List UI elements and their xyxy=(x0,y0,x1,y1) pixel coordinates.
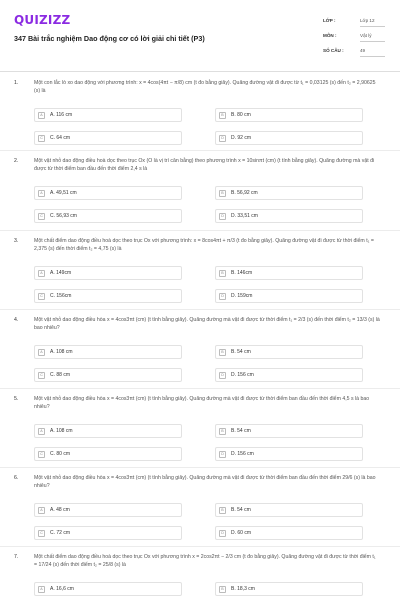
option-letter-box: A xyxy=(38,507,45,514)
answer-option-a[interactable] xyxy=(34,186,182,200)
option-text: D. 92 cm xyxy=(231,135,252,141)
meta-underline xyxy=(360,56,385,57)
question-stem: Một vật nhỏ dao động điều hòa x = 4cos3πt (cm) (t tính bằng giây). Quãng đường mà vật đi được từ thời điểm t₁ = 2/3 (s) đến thời điểm t₂ = 13/3 (s) là bao nhiêu? xyxy=(34,317,380,331)
option-letter-box: A xyxy=(38,112,45,119)
option-letter-box: D xyxy=(219,293,226,300)
question-stem: Một con lắc lò xo dao động với phương trình: x = 4cos(4πt − π/8) cm (t đo bằng giây). Quãng đường vật đi được từ t₁ = 0,03125 (s) đến t₂ = 2,90625 (s) là xyxy=(34,80,376,94)
question-number: 6. xyxy=(14,475,19,481)
answer-option-b[interactable] xyxy=(215,424,363,438)
option-text: D. 159cm xyxy=(231,293,253,299)
answer-option-a[interactable] xyxy=(34,345,182,359)
question-separator xyxy=(0,546,400,547)
worksheet-header xyxy=(0,0,400,70)
meta-subject xyxy=(323,33,383,38)
option-letter-box: C xyxy=(38,530,45,537)
option-letter-box: A xyxy=(38,586,45,593)
answer-option-d[interactable] xyxy=(215,131,363,145)
meta-count-label: SỐ CÂU : xyxy=(323,48,344,53)
option-letter-box: B xyxy=(219,112,226,119)
answer-option-c[interactable] xyxy=(34,289,182,303)
option-text: B. 54 cm xyxy=(231,349,251,355)
option-letter-box: D xyxy=(219,135,226,142)
answer-option-d[interactable] xyxy=(215,209,363,223)
answer-option-c[interactable] xyxy=(34,447,182,461)
answer-option-b[interactable] xyxy=(215,582,363,596)
answer-option-a[interactable] xyxy=(34,108,182,122)
answer-option-a[interactable] xyxy=(34,503,182,517)
answer-option-c[interactable] xyxy=(34,209,182,223)
option-letter-box: C xyxy=(38,213,45,220)
question-separator xyxy=(0,230,400,231)
option-letter-box: A xyxy=(38,270,45,277)
answer-option-b[interactable] xyxy=(215,266,363,280)
answer-option-b[interactable] xyxy=(215,345,363,359)
answer-option-d[interactable] xyxy=(215,368,363,382)
answer-option-d[interactable] xyxy=(215,447,363,461)
option-letter-box: C xyxy=(38,372,45,379)
question-number: 2. xyxy=(14,158,19,164)
option-text: B. 18,3 cm xyxy=(231,586,255,592)
option-text: D. 156 cm xyxy=(231,372,254,378)
question-stem: Một vật nhỏ dao động điều hòa x = 4cos3πt (cm) (t tính bằng giây). Quãng đường mà vật đi được từ thời điểm ban đầu đến thời điểm 29/6 (s) là bao nhiêu? xyxy=(34,475,376,489)
answer-option-b[interactable] xyxy=(215,108,363,122)
option-text: C. 156cm xyxy=(50,293,72,299)
option-text: B. 56,92 cm xyxy=(231,190,258,196)
meta-question-count xyxy=(323,48,383,53)
meta-subject-value: Vật lý xyxy=(360,33,372,38)
option-text: A. 16,6 cm xyxy=(50,586,74,592)
option-text: C. 64 cm xyxy=(50,135,71,141)
meta-underline xyxy=(360,41,385,42)
option-text: C. 80 cm xyxy=(50,451,71,457)
answer-option-c[interactable] xyxy=(34,526,182,540)
option-text: B. 54 cm xyxy=(231,507,251,513)
option-text: B. 54 cm xyxy=(231,428,251,434)
option-letter-box: C xyxy=(38,293,45,300)
option-text: A. 116 cm xyxy=(50,112,73,118)
option-text: A. 48 cm xyxy=(50,507,70,513)
option-text: D. 60 cm xyxy=(231,530,252,536)
answer-option-b[interactable] xyxy=(215,503,363,517)
option-letter-box: D xyxy=(219,451,226,458)
option-letter-box: B xyxy=(219,586,226,593)
answer-option-d[interactable] xyxy=(215,289,363,303)
option-text: C. 88 cm xyxy=(50,372,71,378)
option-text: B. 80 cm xyxy=(231,112,251,118)
header-divider xyxy=(0,71,400,72)
question-number: 5. xyxy=(14,396,19,402)
answer-option-d[interactable] xyxy=(215,526,363,540)
question-number: 1. xyxy=(14,80,19,86)
option-letter-box: D xyxy=(219,213,226,220)
meta-underline xyxy=(360,26,385,27)
question-stem: Một vật nhỏ dao động điều hoà dọc theo trục Ox (O là vị trí cân bằng) theo phương trình x = 10sinπt (cm) (t tính bằng giây). Quãng đường mà vật đi được từ thời điểm ban đầu đến thời điểm 2,4 s là xyxy=(34,158,375,172)
option-text: A. 149cm xyxy=(50,270,72,276)
option-letter-box: A xyxy=(38,428,45,435)
quizizz-logo[interactable]: QUIZIZZ xyxy=(14,13,71,27)
answer-option-b[interactable] xyxy=(215,186,363,200)
option-text: A. 108 cm xyxy=(50,428,73,434)
question-stem: Một vật nhỏ dao động điều hòa x = 4cos3πt (cm) (t tính bằng giây). Quãng đường mà vật đi được từ thời điểm ban đầu đến thời điểm 4,5 s là bao nhiêu? xyxy=(34,396,370,410)
option-text: D. 33,51 cm xyxy=(231,213,258,219)
option-text: C. 72 cm xyxy=(50,530,71,536)
question-number: 3. xyxy=(14,238,19,244)
option-letter-box: B xyxy=(219,349,226,356)
question-separator xyxy=(0,150,400,151)
option-letter-box: D xyxy=(219,530,226,537)
option-letter-box: D xyxy=(219,372,226,379)
meta-grade xyxy=(323,18,383,23)
answer-option-c[interactable] xyxy=(34,368,182,382)
option-letter-box: C xyxy=(38,451,45,458)
answer-option-c[interactable] xyxy=(34,131,182,145)
question-separator xyxy=(0,388,400,389)
question-stem: Một chất điểm dao động điều hoà dọc theo trục Ox với phương trình x = 2cos2πt − 2/3 cm (t đo bằng giây). Quãng đường vật đi được từ thời điểm t₁ = 17/24 (s) đến thời điểm t₂ = 25/8 (s) là xyxy=(34,554,376,568)
question-number: 4. xyxy=(14,317,19,323)
option-letter-box: A xyxy=(38,349,45,356)
option-text: B. 146cm xyxy=(231,270,253,276)
option-letter-box: B xyxy=(219,270,226,277)
answer-option-a[interactable] xyxy=(34,424,182,438)
option-letter-box: B xyxy=(219,190,226,197)
meta-subject-label: MÔN : xyxy=(323,33,337,38)
question-separator xyxy=(0,467,400,468)
question-separator xyxy=(0,309,400,310)
question-stem: Một chất điểm dao động điều hoà dọc theo trục Ox với phương trình: x = 8cos4πt + π/3 (t đo bằng giây). Quãng đường vật đi được từ thời điểm t₁ = 2,375 (s) đến thời điểm t₂ = 4,75 (s) là xyxy=(34,238,374,252)
option-letter-box: A xyxy=(38,190,45,197)
option-letter-box: B xyxy=(219,507,226,514)
option-text: A. 108 cm xyxy=(50,349,73,355)
option-text: D. 156 cm xyxy=(231,451,254,457)
question-number: 7. xyxy=(14,554,19,560)
option-text: A. 49,51 cm xyxy=(50,190,77,196)
answer-option-a[interactable] xyxy=(34,266,182,280)
option-text: C. 56,93 cm xyxy=(50,213,77,219)
meta-grade-value: Lớp 12 xyxy=(360,18,375,23)
option-letter-box: C xyxy=(38,135,45,142)
meta-count-value: 49 xyxy=(360,48,366,53)
meta-grade-label: LỚP : xyxy=(323,18,336,23)
option-letter-box: B xyxy=(219,428,226,435)
answer-option-a[interactable] xyxy=(34,582,182,596)
worksheet-title: 347 Bài trắc nghiệm Dao động cơ có lời giải chi tiết (P3) xyxy=(14,34,205,43)
